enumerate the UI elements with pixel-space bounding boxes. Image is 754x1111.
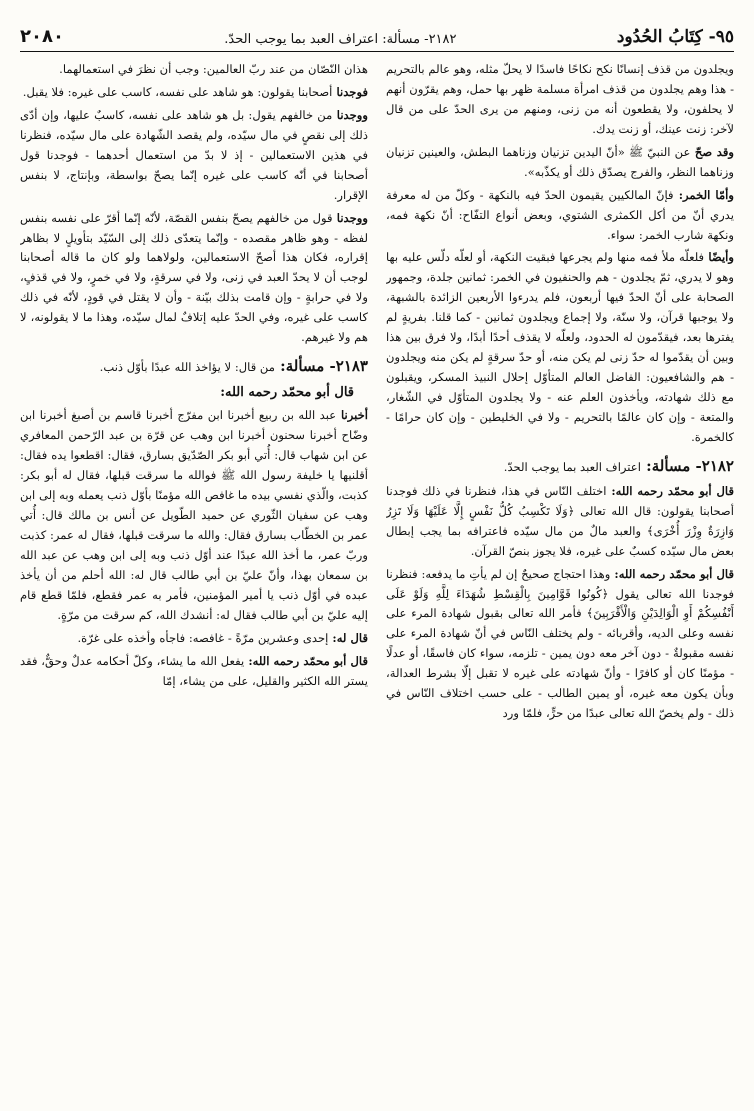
paragraph-text: اختلف النّاس في هذا، فنظرنا في ذلك فوجدنا أصحابنا يقولون: قال الله تعالى ﴿وَلَا تَكْسِبُ كُلُّ نَفْسٍ إِلَّا عَلَيْهَا وَلَا تَزِرُ وَازِرَةٌ وِزْرَ أُخْرَى﴾ والعبد مالٌ من مال سيّده فاعترافه بما يجب إبطال بعض مال سيّده كسبٌ على غيره، فلا يجوز بنصّ القرآن. <box>386 483 734 558</box>
paragraph-text: وهذا احتجاج صحيحٌ إن لم يأتِ ما يدفعه: فنظرنا فوجدنا الله تعالى يقول ﴿كُونُوا قَوَّامِينَ بِالْقِسْطِ شُهَدَاءَ لِلَّهِ وَلَوْ عَلَى أَنْفُسِكُمْ أَوِ الْوَالِدَيْنِ وَالْأَقْرَبِينَ﴾ فأمر الله تعالى بقبول شهادة المرء على نفسه وعلى الديه، وأقربائه - ولم يختلف النّاس في أنّ شهادة المرء على نفسه مقبولةٌ - دون آخر معه دون يمين - تلزمه، سواء كان فاسقًا، أو عدلًا - مؤمنًا كان أو كافرًا - وأنّ شهادته على غيره لا تقبل إلّا بشرط العدالة، وبأن يكون معه غيره، أو يمين الطالب - على حسب اختلاف النّاس في ذلك - ولم يخصّ الله تعالى عبدًا من حرٍّ، فلمّا ورد <box>386 566 734 721</box>
paragraph-lead: قال أبو محمّد رحمه الله: <box>610 566 734 581</box>
paragraph-lead: وأيضًا <box>704 250 734 265</box>
paragraph-text: من خالفهم يقول: بل هو شاهد على نفسه، كاسبٌ عليها، وإن أدّى ذلك إلى نقصٍ في مال سيّده، ولم يقصد الشّهادة على مال سيّده، فنظرنا في هذين الاستعمالين - إذ لا بدّ من استعمال أحدهما - فوجدنا قول أصحابنا في أنّه كاسب على غيره إنّما يصحّ بواسطة، وبإنتاج، لا بنفس الإقرار. <box>20 107 368 202</box>
paragraph-lead: وقد صحّ <box>690 144 734 159</box>
section-heading <box>20 354 368 378</box>
paragraph-lead: ووجدنا <box>332 210 368 225</box>
paragraph-lead: قال أبو محمّد رحمه الله: <box>606 483 734 498</box>
book-chapter-label: ٩٥- كِتَابُ الحُدُود <box>616 27 734 47</box>
paragraph-text: قول من خالفهم يصحّ بنفس القصّة، لأنّه إنّما أقرّ على نفسه بنفس لفظه - وهو ظاهر مقصده - وإنّما يتعدّى ذلك إلى السّيّد بتأويلٍ لا بظاهر إقراره، فكان هذا أصحّ الاستعمالين، ولولاهما ولو كان ما قاله أصحابنا لوجب أن لا يحدّ العبد في زنى، ولا في سرقةٍ، ولا في خمرٍ، ولا في قذفٍ، ولا في حرابةٍ - وإن قامت بذلك بيّنة - وأن لا يقتل في قودٍ، لأنّه في ذلك كاسب على غيره، وفي الحدّ عليه إتلافٌ لمال سيّده، وهذا ما لا يقولونه، لا هم ولا غيرهم. <box>20 210 368 345</box>
section-title: اعتراف العبد بما يوجب الحدّ. <box>503 459 641 474</box>
paragraph-text: أصحابنا يقولون: هو شاهد على نفسه، كاسب على غيره: فلا يقبل. <box>22 84 333 99</box>
paragraph <box>386 482 734 562</box>
paragraph-text: ويجلدون من قذف إنسانًا نكح نكاحًا فاسدًا لا يحلّ مثله، وهو عالم بالتحريم - هذا وهم يجلدون من قذف امرأة مسلمة ظهر بها حمل، وهم يقرّون أنهم لا يحلفون، ولا يقطعون أنه من زنى، ومنهم من يرى الحدّ على من قال لآخر: زنت عينك، أو زنت يدك. <box>386 62 734 136</box>
left-column <box>20 60 368 1105</box>
section-title: من قال: لا يؤاخذ الله عبدًا بأوّل ذنب. <box>99 360 275 375</box>
paragraph <box>386 60 734 140</box>
text-columns <box>20 60 734 1105</box>
paragraph-text: يفعل الله ما يشاء، وكلّ أحكامه عدلٌ وحقٌّ، فقد يستر الله الكثير والقليل، على من يشاء، إمّا <box>20 653 368 688</box>
paragraph-lead: ووجدنا <box>332 107 368 122</box>
paragraph-text: عن النبيّ ﷺ «أنّ اليدين تزنيان وزناهما البطش، والعينين تزنيان وزناهما النظر، والفرج يصدّق ذلك أو يكذّبه». <box>386 144 734 179</box>
paragraph-lead: وأمّا الخمر: <box>673 187 734 202</box>
section-heading <box>386 454 734 478</box>
paragraph-text: فإنّ المالكيين يقيمون الحدّ فيه بالنكهة - وكلّ من له معرفة يدري أنّ من أكل الكمثرى الشتوي، وبعض أنواع التفّاح: أنّ نكهة فمه، ونكهة شارب الخمر: سواء. <box>386 187 734 242</box>
paragraph <box>20 209 368 349</box>
paragraph-text: إحدى وعشرين مرّةً - غافصه: فاجأه وأخذه على غرّة. <box>77 630 329 645</box>
section-number: ٢١٨٣- مسألة: <box>274 357 368 376</box>
page-header <box>20 14 734 52</box>
paragraph <box>20 83 368 103</box>
running-title: ٢١٨٢- مسألة: اعتراف العبد بما يوجب الحدّ. <box>224 32 457 47</box>
paragraph-lead: فوجدنا <box>332 84 368 99</box>
paragraph <box>386 248 734 447</box>
paragraph-lead: أخبرنا <box>336 408 368 423</box>
paragraph <box>20 106 368 206</box>
page-number: ٢٠٨٠ <box>20 26 64 47</box>
right-column <box>386 60 734 1105</box>
paragraph-text: هذان النّصّان من عند ربّ العالمين: وجب أن نظرَ في استعمالهما. <box>59 62 368 76</box>
paragraph-lead: قال له: <box>328 630 368 645</box>
paragraph-text: فلعلّه ملأ فمه منها ولم يجرعها فبقيت النكهة، أو لعلّه دلّس عليه بها وهو لا يدري، ثمّ يجلدون - هم والحنفيون في الخمر: ثمانين جلدة، وجمهور الصحابة على أنّ الحدّ فيها أربعون، فلم يدرءوا الأربعين الزائدة بالشبهة، ولا يوجبها قرآن، ولا سنّة، ولا إجماع ويجلدون ثمانين - كما قلنا. بفريةٍ لم يفترها بعد، فيقدّمون له الحدود، ولعلّه لا يقذف أحدًا أبدًا، ولا فرق بين هذا وبين أن يقدّموا له حدّ زنى لم يكن منه، أو حدّ سرقةٍ لم يكن منه ويجلدون - هم والشافعيون: الفاضل العالم المتأوّل إحلال النبيذ المسكر، ويقبلون مع ذلك شهادته، ويأخذون العلم عنه - ولا يجلدون المتأوّل في الشّغار، والمتعة - وإن كان عالمًا بالتحريم - ولا في الخليطين - وإن كان حرامًا - كالخمرة. <box>386 250 734 444</box>
paragraph <box>386 143 734 183</box>
paragraph-text: عبد الله بن ربيع أخبرنا ابن مفرّج أخبرنا قاسم بن أصبغ أخبرنا ابن وضّاح أخبرنا سحنون أخبرنا ابن وهب عن قرّة بن عبد الرّحمن المعافري عن ابن شهاب قال: أُتي أبو بكر الصّدّيق بسارق، فقال: اقطعوا يده فقال: أقلنيها يا خليفة رسول الله ﷺ فوالله ما سرقت قبلها، فقال له أبو بكر: كذبت، والّذي نفسي بيده ما غافص الله مؤمنًا بأوّل ذنب يعمله وبه إلى ابن وهب عن سفيان الثّوري عن حميد الطّويل عن أنس بن مالك قال: أُتي عمر بن الخطّاب بسارق فقال: والله ما سرقت قبلها، فقال له عمر: كذبت وربّ عمر، ما أخذ الله عبدًا عند أوّل ذنب وبه إلى ابن وهب عن عبد الله بن سمعان بهذا، وأنّ عليّ بن أبي طالب قال له: الله أحلم من أن يأخذ عبده في أوّل ذنب يا أمير المؤمنين، فأمر به عمر فقطع، فلمّا قطع قام إليه عليّ بن أبي طالب فقال له: أنشدك الله، كم سرقت من مرّةٍ. <box>20 408 368 622</box>
paragraph-lead: قال أبو محمّد رحمه الله: <box>244 653 368 668</box>
paragraph <box>20 60 368 80</box>
paragraph <box>20 652 368 692</box>
paragraph <box>386 186 734 246</box>
paragraph <box>20 406 368 625</box>
section-number: ٢١٨٢- مسألة: <box>640 456 734 475</box>
speaker-heading: قال أبو محمّد رحمه الله: <box>220 385 354 401</box>
paragraph <box>20 629 368 649</box>
paragraph <box>386 565 734 725</box>
